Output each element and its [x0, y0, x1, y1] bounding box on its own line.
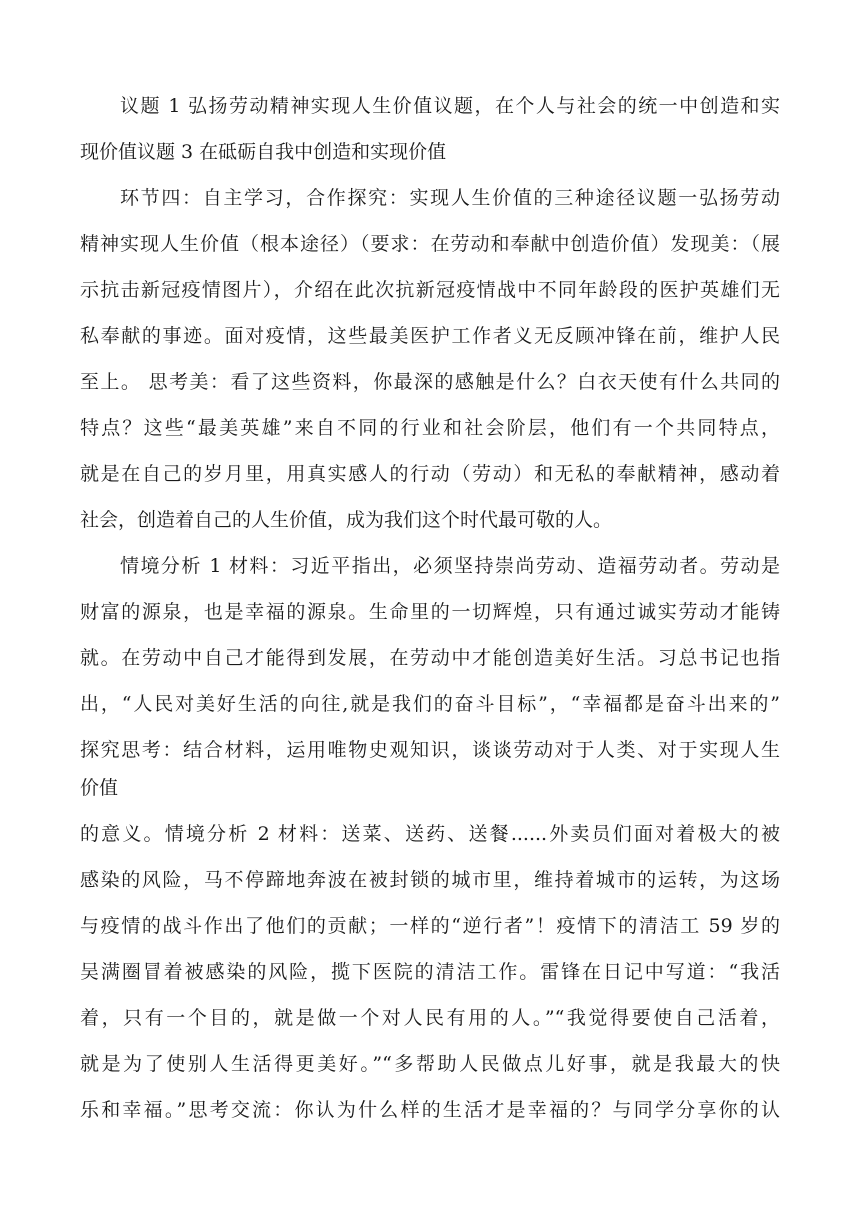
- text-line-5: 示抗击新冠疫情图片），介绍在此次抗新冠疫情战中不同年龄段的医护英雄们无: [80, 279, 780, 301]
- text-line-3: 环节四：自主学习，合作探究：实现人生价值的三种途径议题一弘扬劳动: [120, 187, 780, 209]
- text-line-14: 出，“人民对美好生活的向往,就是我们的奋斗目标”，“幸福都是奋斗出来的”: [80, 693, 780, 715]
- text-line-21: 着，只有一个目的，就是做一个对人民有用的人。”“我觉得要使自己活着，: [80, 1007, 780, 1029]
- text-line-4: 精神实现人生价值（根本途径）（要求：在劳动和奉献中创造价值）发现美：（展: [80, 233, 780, 255]
- text-line-2: 现价值议题 3 在砥砺自我中创造和实现价值: [80, 141, 447, 163]
- text-line-10: 社会，创造着自己的人生价值，成为我们这个时代最可敬的人。: [80, 509, 613, 531]
- text-line-8: 特点？这些“最美英雄”来自不同的行业和社会阶层，他们有一个共同特点，: [80, 417, 780, 439]
- text-line-13: 就。在劳动中自己才能得到发展，在劳动中才能创造美好生活。习总书记也指: [80, 647, 780, 669]
- text-line-20: 吴满圈冒着被感染的风险，揽下医院的清洁工作。雷锋在日记中写道：“我活: [80, 961, 780, 983]
- text-line-22: 就是为了使别人生活得更美好。”“多帮助人民做点儿好事，就是我最大的快: [80, 1053, 780, 1075]
- text-line-7: 至上。 思考美：看了这些资料，你最深的感触是什么？白衣天使有什么共同的: [80, 371, 780, 393]
- text-line-6: 私奉献的事迹。面对疫情，这些最美医护工作者义无反顾冲锋在前，维护人民: [80, 325, 780, 347]
- text-line-15: 探究思考：结合材料，运用唯物史观知识，谈谈劳动对于人类、对于实现人生: [80, 739, 780, 761]
- text-line-11: 情境分析 1 材料：习近平指出，必须坚持崇尚劳动、造福劳动者。劳动是: [120, 555, 780, 577]
- text-line-17: 的意义。情境分析 2 材料：送菜、送药、送餐......外卖员们面对着极大的被: [80, 823, 780, 845]
- text-line-16: 价值: [80, 777, 119, 799]
- text-line-19: 与疫情的战斗作出了他们的贡献；一样的“逆行者”！疫情下的清洁工 59 岁的: [80, 915, 780, 937]
- text-line-23: 乐和幸福。”思考交流：你认为什么样的生活才是幸福的？与同学分享你的认: [80, 1099, 780, 1121]
- text-line-1: 议题 1 弘扬劳动精神实现人生价值议题，在个人与社会的统一中创造和实: [120, 95, 780, 117]
- text-line-18: 感染的风险，马不停蹄地奔波在被封锁的城市里，维持着城市的运转，为这场: [80, 869, 780, 891]
- text-line-9: 就是在自己的岁月里，用真实感人的行动（劳动）和无私的奉献精神，感动着: [80, 463, 780, 485]
- text-line-12: 财富的源泉，也是幸福的源泉。生命里的一切辉煌，只有通过诚实劳动才能铸: [80, 601, 780, 623]
